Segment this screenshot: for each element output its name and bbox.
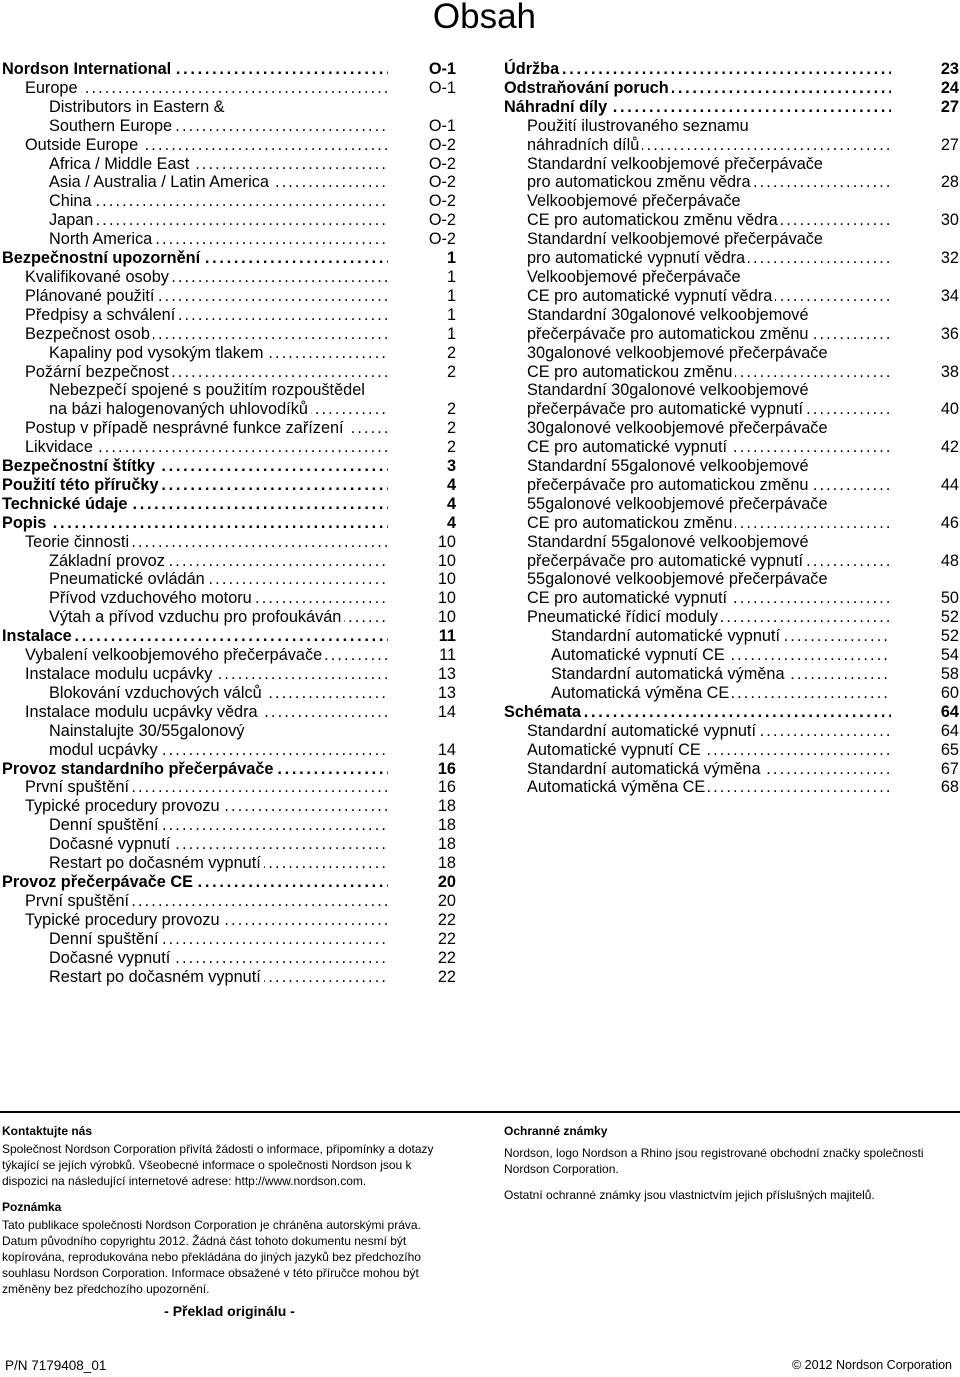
toc-entry[interactable] <box>2 438 456 457</box>
copyright: © 2012 Nordson Corporation <box>792 1358 952 1372</box>
toc-entry-title: Standardní 30galonové velkoobjemové <box>527 305 809 324</box>
toc-entry-title: Údržba <box>504 60 562 78</box>
toc-page-number: O-2 <box>423 136 456 155</box>
toc-entry[interactable] <box>504 608 959 627</box>
toc-entry[interactable] <box>2 703 456 722</box>
toc-entry[interactable] <box>2 684 456 703</box>
toc-entry[interactable] <box>2 325 456 344</box>
toc-page-number: 27 <box>935 98 959 117</box>
note-heading: Poznámka <box>2 1200 62 1214</box>
toc-entry-title: Kapaliny pod vysokým tlakem <box>49 344 266 362</box>
toc-entry[interactable] <box>2 79 456 98</box>
toc-page-number: 10 <box>432 608 456 627</box>
toc-entry[interactable] <box>2 589 456 608</box>
toc-page-number: 67 <box>935 760 959 779</box>
toc-entry-title: Instalace modulu ucpávky vědra <box>25 703 261 721</box>
toc-page-number: 46 <box>935 514 959 533</box>
toc-page-number: 10 <box>432 589 456 608</box>
toc-entry[interactable] <box>2 192 456 211</box>
toc-entry-title: Restart po dočasném vypnutí <box>49 854 264 872</box>
toc-entry[interactable] <box>2 873 456 892</box>
toc-entry[interactable] <box>2 476 456 495</box>
toc-entry-title-cont: CE pro automatické vypnutí vědra <box>527 287 775 305</box>
toc-entry-title-cont: CE pro automatickou změnu <box>527 514 735 532</box>
toc-entry-title: Standardní 30galonové velkoobjemové <box>527 381 809 400</box>
toc-page-number: 58 <box>935 665 959 684</box>
toc-entry-title: Provoz standardního přečerpávače <box>2 760 276 778</box>
toc-page-number: 18 <box>432 835 456 854</box>
toc-entry[interactable] <box>504 665 959 684</box>
toc-entry[interactable] <box>2 306 456 325</box>
contacts-text: Společnost Nordson Corporation přivítá žádosti o informace, připomínky a dotazy týkající se jejích výrobků. Všeobecné informace o společnosti Nordson jsou k dispozici na následující internetové adrese: http://www.nordson.com. <box>2 1142 434 1188</box>
toc-page-number: 23 <box>935 60 959 79</box>
toc-entry-title: Postup v případě nesprávné funkce zařízení <box>25 419 347 437</box>
toc-page-number: 22 <box>432 949 456 968</box>
toc-page-number: 20 <box>432 873 456 892</box>
toc-page-number: 2 <box>441 438 456 457</box>
toc-entry[interactable] <box>504 79 959 98</box>
toc-entry-title-cont: pro automatickou změnu vědra <box>527 173 754 191</box>
toc-entry-title: Restart po dočasném vypnutí <box>49 968 264 986</box>
toc-entry-title: Distributors in Eastern & <box>49 97 225 116</box>
toc-entry-title: Použití této příručky <box>2 476 162 494</box>
toc-entry[interactable] <box>504 230 959 268</box>
toc-page-number: 32 <box>935 249 959 268</box>
toc-entry[interactable] <box>504 306 959 344</box>
toc-entry[interactable] <box>2 381 456 419</box>
toc-page-number: O-1 <box>423 60 456 79</box>
toc-entry[interactable] <box>2 608 456 627</box>
toc-entry-title-cont: přečerpávače pro automatickou změnu <box>527 476 811 494</box>
toc-entry[interactable] <box>2 911 456 930</box>
toc-page-number: 11 <box>433 627 456 646</box>
toc-entry[interactable] <box>2 968 456 987</box>
toc-entry-title-cont: modul ucpávky <box>49 741 161 759</box>
toc-entry-title-cont: náhradních dílů <box>527 136 642 154</box>
toc-entry[interactable] <box>504 722 959 741</box>
toc-entry[interactable] <box>2 457 456 476</box>
toc-entry-title: Dočasné vypnutí <box>49 835 173 853</box>
toc-page-number: 4 <box>441 476 456 495</box>
toc-page-number: 13 <box>432 684 456 703</box>
toc-entry-title: Automatické vypnutí CE <box>551 646 728 664</box>
toc-entry-title: Přívod vzduchového motoru <box>49 589 255 607</box>
toc-entry-title-cont: CE pro automatické vypnutí <box>527 589 730 607</box>
toc-entry[interactable] <box>2 949 456 968</box>
toc-page-number: 60 <box>935 684 959 703</box>
toc-entry-title: Výtah a přívod vzduchu pro profoukáván <box>49 608 344 626</box>
toc-entry-title: Velkoobjemové přečerpávače <box>527 192 741 211</box>
toc-entry-title: Asia / Australia / Latin America <box>49 173 272 191</box>
toc-entry-title: Pneumatické řídicí moduly <box>527 608 721 626</box>
trademarks-other-text: Ostatní ochranné známky jsou vlastnictvím jejich příslušných majitelů. <box>504 1188 875 1202</box>
toc-entry[interactable] <box>2 778 456 797</box>
toc-page-number: 22 <box>432 968 456 987</box>
toc-entry-title: Technické údaje <box>2 495 130 513</box>
toc-entry-title: Likvidace <box>25 438 96 456</box>
toc-entry[interactable] <box>504 192 959 230</box>
toc-page-number: 20 <box>432 892 456 911</box>
toc-page-number: 1 <box>441 249 456 268</box>
toc-entry-title: Automatická výměna CE <box>527 778 708 796</box>
toc-entry[interactable] <box>2 98 456 136</box>
toc-page-number: O-1 <box>423 117 456 136</box>
toc-page-number: O-2 <box>423 155 456 174</box>
toc-entry-title-cont: CE pro automatickou změnu vědra <box>527 211 781 229</box>
toc-page-number: 1 <box>441 287 456 306</box>
toc-entry[interactable] <box>504 155 959 193</box>
toc-entry-title: Použití ilustrovaného seznamu <box>527 116 749 135</box>
toc-entry-title: Standardní automatická výměna <box>551 665 788 683</box>
toc-entry[interactable] <box>2 230 456 249</box>
toc-entry[interactable] <box>2 363 456 382</box>
toc-entry-title: Odstraňování poruch <box>504 79 672 97</box>
toc-page-number: 50 <box>935 589 959 608</box>
toc-entry-title: Standardní 55galonové velkoobjemové <box>527 457 809 476</box>
toc-page-number: 18 <box>432 797 456 816</box>
toc-entry-title: Denní spuštění <box>49 816 162 834</box>
toc-entry-title: Základní provoz <box>49 552 168 570</box>
note-text: Tato publikace společnosti Nordson Corporation je chráněna autorskými práva. Datum původního copyrightu 2012. Žádná část tohoto dokumentu nesmí být kopírována, reprodukována nebo překládána do jiných jazyků bez předchozího souhlasu Nordson Corporation. Informace obsažené v této příručce mohou být změněny bez předchozího upozornění. <box>2 1218 421 1296</box>
toc-page-number: 2 <box>441 400 456 419</box>
toc-page-number: 10 <box>432 552 456 571</box>
toc-entry[interactable] <box>2 211 456 230</box>
toc-entry-title: 30galonové velkoobjemové přečerpávače <box>527 343 828 362</box>
toc-page-number: 24 <box>935 79 959 98</box>
toc-entry-title: Pneumatické ovládán <box>49 570 208 588</box>
toc-entry-title: Instalace modulu ucpávky <box>25 665 215 683</box>
toc-entry-title: Požární bezpečnost <box>25 363 172 381</box>
toc-entry[interactable] <box>504 533 959 571</box>
toc-entry[interactable] <box>2 552 456 571</box>
toc-entry[interactable] <box>2 249 456 268</box>
toc-entry-title: Typické procedury provozu <box>25 911 223 929</box>
toc-entry[interactable] <box>504 495 959 533</box>
toc-entry-title: China <box>49 192 95 210</box>
toc-entry[interactable] <box>504 344 959 382</box>
toc-page-number: 34 <box>935 287 959 306</box>
toc-page-number: 40 <box>935 400 959 419</box>
toc-page-number: 16 <box>432 778 456 797</box>
translation-note: - Překlad originálu - <box>164 1303 295 1319</box>
toc-right-column <box>504 60 959 797</box>
toc-entry-title: 55galonové velkoobjemové přečerpávače <box>527 570 828 589</box>
toc-entry[interactable] <box>2 835 456 854</box>
toc-entry[interactable] <box>2 760 456 779</box>
toc-entry[interactable] <box>2 892 456 911</box>
toc-entry-title: North America <box>49 230 155 248</box>
toc-entry-title: Standardní velkoobjemové přečerpávače <box>527 154 823 173</box>
toc-entry-title: Schémata <box>504 703 584 721</box>
toc-entry[interactable] <box>504 117 959 155</box>
toc-entry-title: Instalace <box>2 627 75 645</box>
toc-page-number: 14 <box>432 703 456 722</box>
toc-entry[interactable] <box>2 136 456 155</box>
toc-entry-title: První spuštění <box>25 892 132 910</box>
toc-entry[interactable] <box>2 930 456 949</box>
toc-entry[interactable] <box>504 419 959 457</box>
toc-page-number: 22 <box>432 930 456 949</box>
toc-entry-title: Africa / Middle East <box>49 155 192 173</box>
toc-leader-dots <box>504 60 891 79</box>
toc-page-number: 22 <box>432 911 456 930</box>
footer-right <box>504 1123 954 1203</box>
toc-entry-title: Standardní automatické vypnutí <box>551 627 783 645</box>
toc-page-number: 54 <box>935 646 959 665</box>
toc-entry-title: Japan <box>49 211 96 229</box>
toc-page-number: 68 <box>935 778 959 797</box>
toc-entry[interactable] <box>504 570 959 608</box>
toc-entry[interactable] <box>2 722 456 760</box>
toc-entry[interactable] <box>2 287 456 306</box>
contacts-heading: Kontaktujte nás <box>2 1124 93 1138</box>
toc-page-number: 16 <box>432 760 456 779</box>
toc-entry[interactable] <box>504 627 959 646</box>
toc-page-number: 27 <box>935 136 959 155</box>
toc-page-number: 2 <box>441 344 456 363</box>
toc-page-number: 64 <box>935 703 959 722</box>
trademarks-text: Nordson, logo Nordson a Rhino jsou registrované obchodní značky společnosti Nordson Corporation. <box>504 1146 924 1176</box>
toc-entry-title: Vybalení velkoobjemového přečerpávače <box>25 646 325 664</box>
toc-entry[interactable] <box>2 268 456 287</box>
toc-entry[interactable] <box>504 703 959 722</box>
toc-entry-title: Nainstalujte 30/55galonový <box>49 721 245 740</box>
toc-entry-title: Bezpečnostní štítky <box>2 457 158 475</box>
toc-entry-title: Denní spuštění <box>49 930 162 948</box>
toc-page-number: 48 <box>935 552 959 571</box>
toc-entry-title: Plánované použití <box>25 287 157 305</box>
toc-left-column <box>2 60 456 986</box>
toc-entry-title-cont: přečerpávače pro automatické vypnutí <box>527 400 806 418</box>
toc-page-number: 1 <box>441 325 456 344</box>
toc-entry-title: První spuštění <box>25 778 132 796</box>
toc-entry-title: Blokování vzduchových válců <box>49 684 265 702</box>
toc-entry-title: Předpisy a schválení <box>25 306 178 324</box>
toc-entry-title: Velkoobjemové přečerpávače <box>527 267 741 286</box>
toc-entry-title: Standardní automatické vypnutí <box>527 722 759 740</box>
toc-page-number: O-1 <box>423 79 456 98</box>
toc-entry[interactable] <box>2 646 456 665</box>
toc-entry[interactable] <box>2 344 456 363</box>
toc-entry[interactable] <box>2 816 456 835</box>
toc-page-number: 42 <box>935 438 959 457</box>
toc-entry-title: Standardní velkoobjemové přečerpávače <box>527 230 823 249</box>
toc-page-number: 13 <box>432 665 456 684</box>
toc-entry-title: Nebezpečí spojené s použitím rozpouštědel <box>49 381 365 400</box>
toc-entry[interactable] <box>2 797 456 816</box>
toc-entry-title-cont: na bázi halogenovaných uhlovodíků <box>49 400 311 418</box>
toc-entry[interactable] <box>2 155 456 174</box>
toc-entry-title: Europe <box>25 79 81 97</box>
toc-page-number: 36 <box>935 325 959 344</box>
toc-page-number: 4 <box>441 495 456 514</box>
toc-page-number: 18 <box>432 854 456 873</box>
toc-entry[interactable] <box>2 60 456 79</box>
toc-leader-dots <box>2 514 388 533</box>
toc-entry-title: Popis <box>2 514 49 532</box>
toc-entry-title-cont: CE pro automatickou změnu <box>527 363 735 381</box>
toc-entry-title: Automatické vypnutí CE <box>527 741 704 759</box>
toc-page-number: O-2 <box>423 211 456 230</box>
toc-page-number: 2 <box>441 363 456 382</box>
toc-entry[interactable] <box>2 514 456 533</box>
toc-entry[interactable] <box>504 457 959 495</box>
toc-page-number: 1 <box>441 306 456 325</box>
footer-left <box>2 1123 457 1319</box>
part-number: P/N 7179408_01 <box>5 1358 107 1373</box>
toc-page-number: 52 <box>935 608 959 627</box>
toc-page-number: 30 <box>935 211 959 230</box>
toc-entry-title: Dočasné vypnutí <box>49 949 173 967</box>
toc-entry[interactable] <box>504 60 959 79</box>
toc-page-number: 14 <box>432 741 456 760</box>
toc-entry[interactable] <box>504 268 959 306</box>
toc-page-number: 2 <box>441 419 456 438</box>
toc-entry-title: Provoz přečerpávače CE <box>2 873 196 891</box>
toc-entry-title: Outside Europe <box>25 136 141 154</box>
toc-entry[interactable] <box>504 646 959 665</box>
toc-entry[interactable] <box>504 760 959 779</box>
toc-page-number: 11 <box>433 646 456 665</box>
toc-page-number: 38 <box>935 363 959 382</box>
toc-entry[interactable] <box>2 173 456 192</box>
toc-entry-title-cont: CE pro automatické vypnutí <box>527 438 730 456</box>
toc-page-number: 44 <box>935 476 959 495</box>
toc-page-number: 52 <box>935 627 959 646</box>
toc-entry[interactable] <box>2 495 456 514</box>
toc-page-number: 65 <box>935 741 959 760</box>
toc-entry[interactable] <box>504 98 959 117</box>
toc-leader-dots <box>49 192 388 211</box>
toc-entry-title: Kvalifikované osoby <box>25 268 172 286</box>
toc-page-number: 4 <box>441 514 456 533</box>
toc-page-number: 3 <box>441 457 456 476</box>
toc-entry-title: Standardní 55galonové velkoobjemové <box>527 532 809 551</box>
toc-entry[interactable] <box>2 627 456 646</box>
toc-entry-title: Náhradní díly <box>504 98 610 116</box>
toc-entry-title: Standardní automatická výměna <box>527 760 764 778</box>
toc-entry[interactable] <box>2 665 456 684</box>
toc-page-number: 64 <box>935 722 959 741</box>
toc-entry-title: Bezpečnost osob <box>25 325 153 343</box>
toc-leader-dots <box>49 211 388 230</box>
toc-entry[interactable] <box>504 741 959 760</box>
toc-entry[interactable] <box>2 419 456 438</box>
toc-page-number: O-2 <box>423 173 456 192</box>
toc-page-number: 18 <box>432 816 456 835</box>
toc-entry-title: Teorie činnosti <box>25 533 132 551</box>
toc-page-number: 10 <box>432 570 456 589</box>
toc-entry[interactable] <box>504 778 959 797</box>
toc-entry-title: 55galonové velkoobjemové přečerpávače <box>527 494 828 513</box>
toc-entry-title: Typické procedury provozu <box>25 797 223 815</box>
toc-entry-title-cont: přečerpávače pro automatické vypnutí <box>527 552 806 570</box>
toc-entry-title: Nordson International <box>2 60 174 78</box>
toc-entry-title-cont: Southern Europe <box>49 117 175 135</box>
toc-entry-title: Automatická výměna CE <box>551 684 732 702</box>
toc-entry[interactable] <box>504 684 959 703</box>
toc-entry-title: 30galonové velkoobjemové přečerpávače <box>527 419 828 438</box>
toc-entry[interactable] <box>2 854 456 873</box>
toc-entry-title-cont: pro automatické vypnutí vědra <box>527 249 748 267</box>
toc-page-number: O-2 <box>423 192 456 211</box>
toc-page-number: 28 <box>935 173 959 192</box>
toc-entry-title-cont: přečerpávače pro automatickou změnu <box>527 325 811 343</box>
toc-entry[interactable] <box>2 533 456 552</box>
toc-page-number: O-2 <box>423 230 456 249</box>
toc-page-number: 10 <box>432 533 456 552</box>
toc-entry[interactable] <box>504 381 959 419</box>
footer-divider <box>0 1111 960 1113</box>
trademarks-heading: Ochranné známky <box>504 1124 608 1138</box>
toc-page-number: 1 <box>441 268 456 287</box>
toc-entry-title: Bezpečnostní upozornění <box>2 249 203 267</box>
toc-entry[interactable] <box>2 570 456 589</box>
page-title: Obsah <box>432 0 536 36</box>
